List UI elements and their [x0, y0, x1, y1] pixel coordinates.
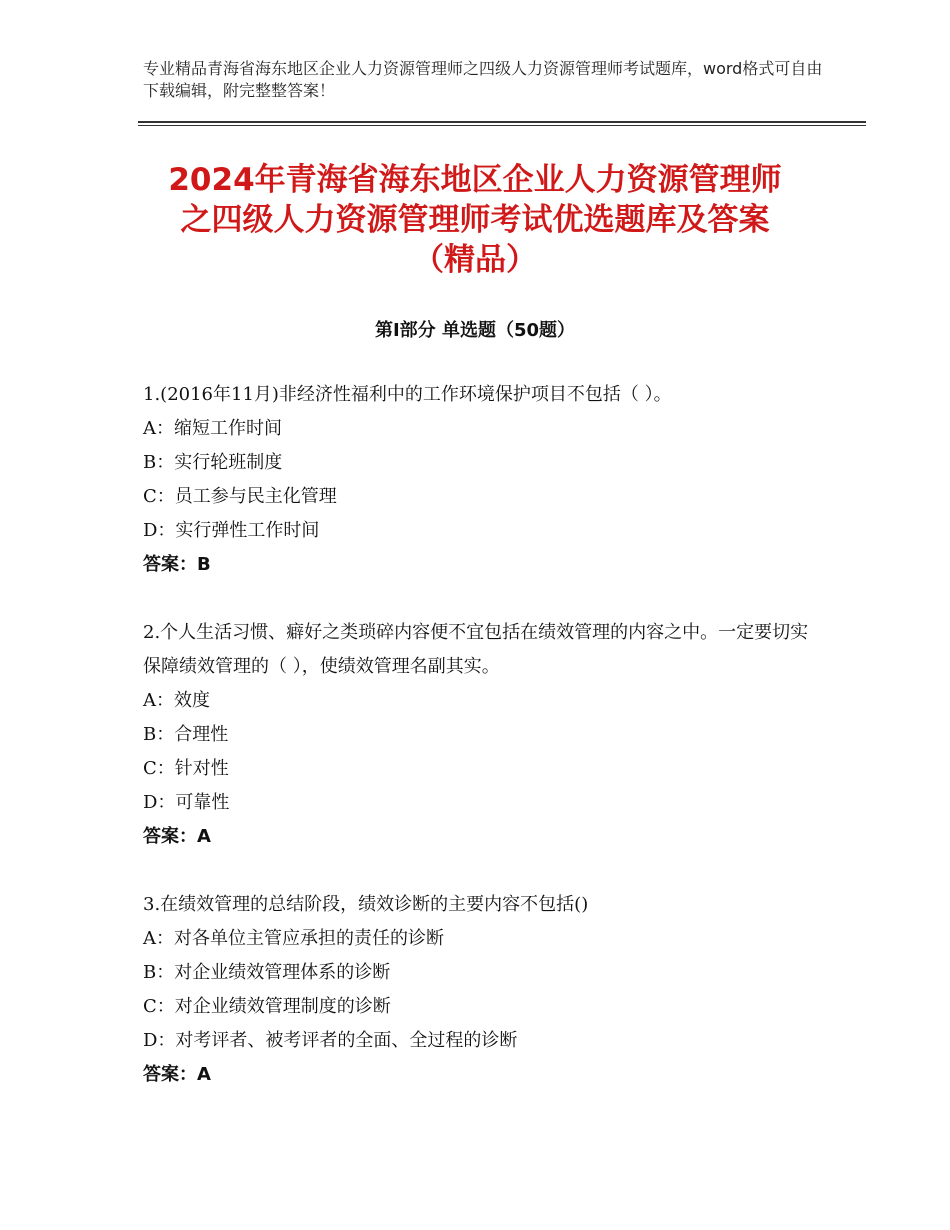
option-d: D：实行弹性工作时间	[143, 520, 320, 541]
option-c: C：针对性	[143, 758, 229, 779]
document-title	[100, 160, 850, 280]
question-list	[143, 378, 813, 1126]
option-c: C：员工参与民主化管理	[143, 486, 337, 507]
question-stem: 2.个人生活习惯、癖好之类琐碎内容便不宜包括在绩效管理的内容之中。一定要切实保障绩效管理的（ ），使绩效管理名副其实。	[143, 622, 809, 677]
answer-label: 答案：B	[143, 554, 211, 575]
option-c: C：对企业绩效管理制度的诊断	[143, 996, 391, 1017]
document-title-line-3: （精品）	[413, 242, 537, 278]
option-b: B：合理性	[143, 724, 229, 745]
answer-label: 答案：A	[143, 1064, 211, 1085]
document-title-line-1: 2024年青海省海东地区企业人力资源管理师	[168, 162, 782, 198]
option-d: D：对考评者、被考评者的全面、全过程的诊断	[143, 1030, 518, 1051]
option-a: A：效度	[143, 690, 210, 711]
option-d: D：可靠性	[143, 792, 230, 813]
question-1	[143, 378, 813, 582]
header-rule-thick	[138, 121, 866, 123]
option-a: A：对各单位主管应承担的责任的诊断	[143, 928, 444, 949]
document-title-line-2: 之四级人力资源管理师考试优选题库及答案	[180, 202, 770, 238]
question-stem: 3.在绩效管理的总结阶段，绩效诊断的主要内容不包括()	[143, 894, 589, 915]
header-note: 专业精品青海省海东地区企业人力资源管理师之四级人力资源管理师考试题库，word格式可自由下载编辑，附完整整答案！	[143, 59, 823, 100]
option-a: A：缩短工作时间	[143, 418, 282, 439]
header-rule-thin	[138, 125, 866, 126]
question-3	[143, 888, 813, 1092]
answer-label: 答案：A	[143, 826, 211, 847]
question-stem: 1.(2016年11月)非经济性福利中的工作环境保护项目不包括（ ）。	[143, 384, 672, 405]
question-2	[143, 616, 813, 854]
section-title: 第Ⅰ部分 单选题（50题）	[374, 320, 575, 341]
option-b: B：对企业绩效管理体系的诊断	[143, 962, 391, 983]
option-b: B：实行轮班制度	[143, 452, 283, 473]
